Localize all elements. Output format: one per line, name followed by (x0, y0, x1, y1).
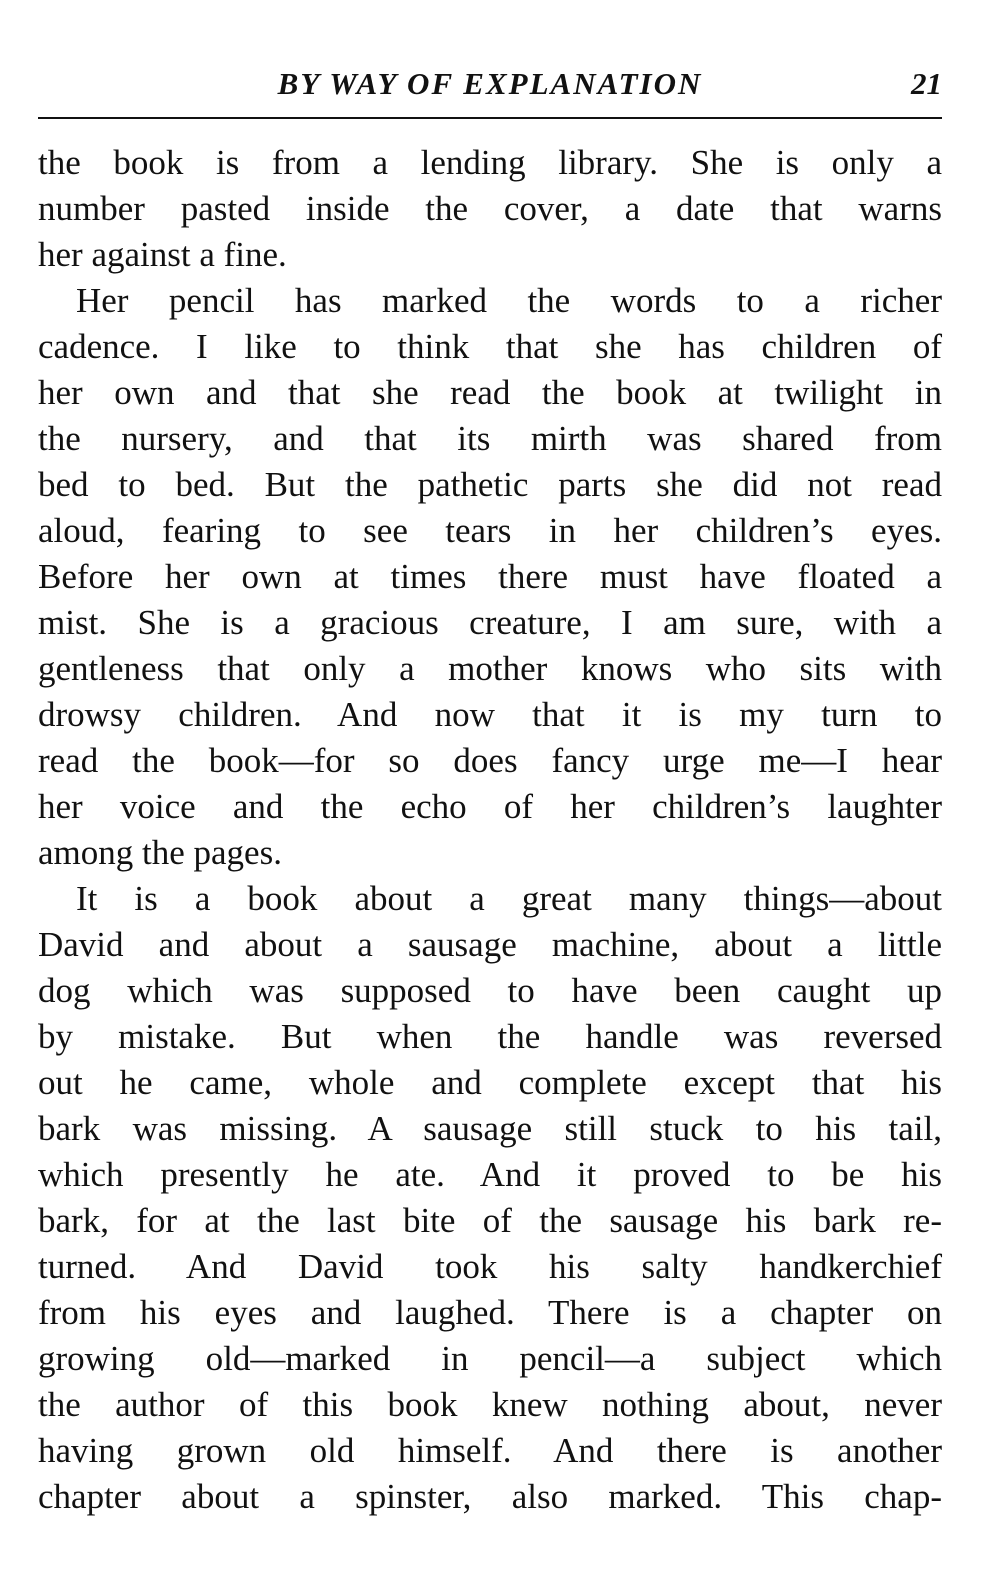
text-line: her against a fine. (38, 235, 287, 274)
body-text (38, 140, 942, 1520)
text-line: turned. And David took his salty handkerchief (38, 1247, 942, 1286)
text-line: the author of this book knew nothing about, never (38, 1385, 942, 1424)
text-line: among the pages. (38, 833, 282, 872)
text-line: her voice and the echo of her children’s laughter (38, 787, 942, 826)
text-line: Before her own at times there must have floated a (38, 557, 942, 596)
text-line: gentleness that only a mother knows who sits with (38, 649, 942, 688)
text-line: from his eyes and laughed. There is a chapter on (38, 1293, 942, 1332)
text-line: David and about a sausage machine, about a little (38, 925, 942, 964)
text-line: bark, for at the last bite of the sausage his bark re- (38, 1201, 942, 1240)
paragraph-3 (38, 876, 942, 1520)
text-line: growing old—marked in pencil—a subject which (38, 1339, 942, 1378)
paragraph-2 (38, 278, 942, 876)
text-line: mist. She is a gracious creature, I am sure, with a (38, 603, 942, 642)
text-line: drowsy children. And now that it is my turn to (38, 695, 942, 734)
text-line: chapter about a spinster, also marked. This chap- (38, 1477, 942, 1516)
text-line: It is a book about a great many things—about (76, 879, 942, 918)
text-line: number pasted inside the cover, a date that warns (38, 189, 942, 228)
text-line: the nursery, and that its mirth was shared from (38, 419, 942, 458)
paragraph-1 (38, 140, 942, 278)
running-title: BY WAY OF EXPLANATION (277, 66, 703, 101)
book-page (38, 0, 942, 1577)
text-line: by mistake. But when the handle was reversed (38, 1017, 942, 1056)
page-number: 21 (911, 66, 942, 101)
running-head (38, 66, 942, 106)
text-line: cadence. I like to think that she has children of (38, 327, 942, 366)
text-line: having grown old himself. And there is another (38, 1431, 942, 1470)
text-line: dog which was supposed to have been caught up (38, 971, 942, 1010)
header-rule (38, 117, 942, 119)
text-line: her own and that she read the book at twilight in (38, 373, 942, 412)
text-line: aloud, fearing to see tears in her children’s eyes. (38, 511, 942, 550)
text-line: which presently he ate. And it proved to be his (38, 1155, 942, 1194)
text-line: bed to bed. But the pathetic parts she did not read (38, 465, 942, 504)
text-line: out he came, whole and complete except that his (38, 1063, 942, 1102)
text-line: the book is from a lending library. She is only a (38, 143, 942, 182)
text-line: read the book—for so does fancy urge me—I hear (38, 741, 942, 780)
text-line: bark was missing. A sausage still stuck to his tail, (38, 1109, 942, 1148)
text-line: Her pencil has marked the words to a richer (76, 281, 942, 320)
